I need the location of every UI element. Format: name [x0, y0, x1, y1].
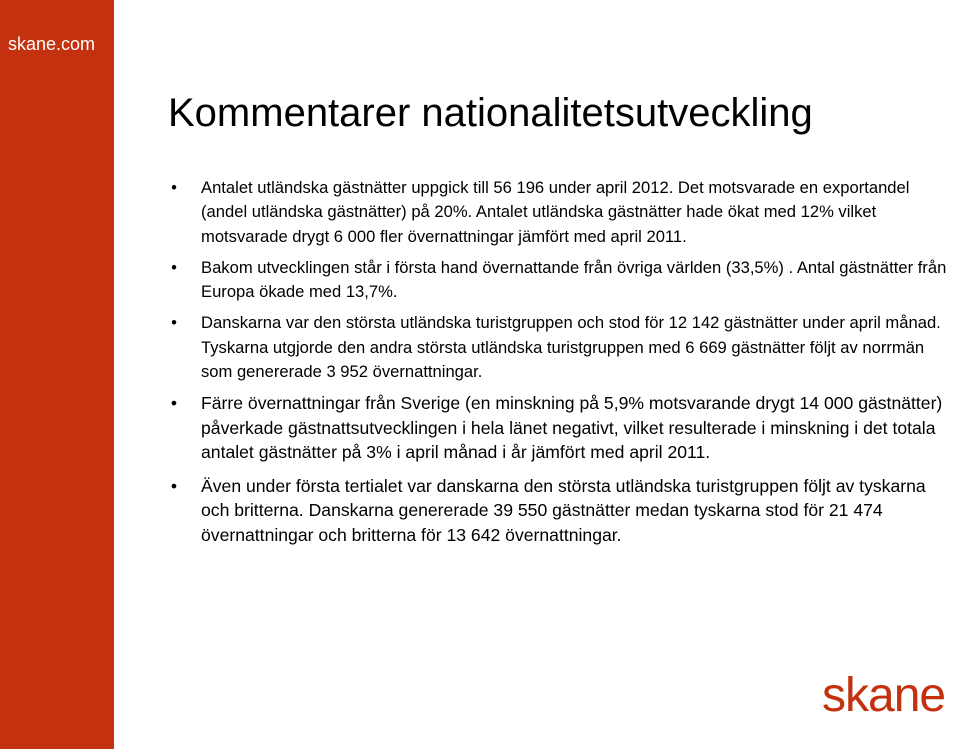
- bullet-item: [168, 311, 953, 384]
- bullet-item: [168, 256, 953, 305]
- bullet-icon: •: [171, 313, 177, 333]
- bullet-item: [168, 391, 953, 465]
- site-name: skane.com: [8, 34, 96, 54]
- bullet-text: Danskarna var den största utländska turistgruppen och stod för 12 142 gästnätter under april månad. Tyskarna utgjorde den andra största utländska turistgruppen med 6 669 gästnätter följt av norrmän som genererade 3 952 övernattningar.: [201, 313, 941, 382]
- bullet-icon: •: [171, 178, 177, 197]
- slide-title: Kommentarer nationalitetsutveckling: [168, 91, 813, 135]
- skane-logo: skane: [822, 669, 946, 722]
- sidebar: [0, 0, 114, 749]
- bullet-text: Även under första tertialet var danskarna den största utländska turistgruppen följt av tyskarna och britterna. Danskarna genererade 39 550 gästnätter medan tyskarna stod för 21 474 övernattningar och britterna för 13 642 övernattningar.: [201, 475, 926, 545]
- bullet-icon: •: [171, 257, 177, 277]
- bullet-list: [168, 176, 953, 556]
- bullet-text: Färre övernattningar från Sverige (en minskning på 5,9% motsvarande drygt 14 000 gästnätter) påverkade gästnattsutvecklingen i hela länet negativt, vilket resulterade i minskning i det totala antalet gästnätter på 3% i april månad i år jämfört med april 2011.: [201, 393, 943, 463]
- bullet-item: [168, 474, 953, 548]
- bullet-item: [168, 176, 953, 249]
- bullet-text: Bakom utvecklingen står i första hand övernattande från övriga världen (33,5%) . Antal gästnätter från Europa ökade med 13,7%.: [201, 257, 947, 302]
- bullet-icon: •: [170, 475, 178, 496]
- bullet-text: Antalet utländska gästnätter uppgick till 56 196 under april 2012. Det motsvarade en exportandel (andel utländska gästnätter) på 20%. Antalet utländska gästnätter hade ökat med 12% vilket motsvarade drygt 6 000 fler övernattningar jämfört med april 2011.: [201, 178, 910, 246]
- bullet-icon: •: [170, 393, 178, 414]
